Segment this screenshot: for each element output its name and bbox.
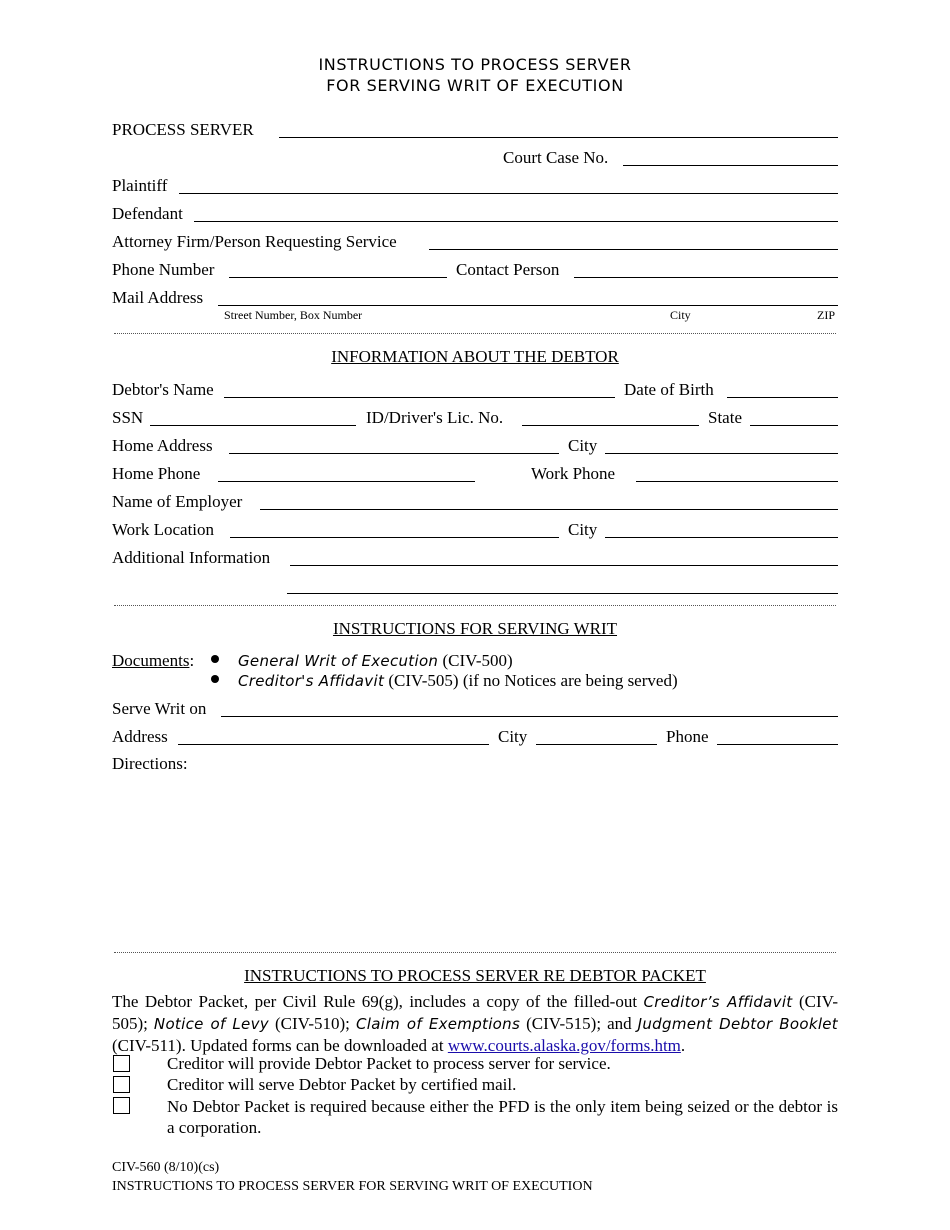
documents-colon: : [189, 651, 195, 670]
work-location-field[interactable] [230, 537, 559, 538]
work-location-label: Work Location [112, 520, 215, 539]
packet-text: (CIV-515); and [520, 1014, 638, 1033]
work-phone-label: Work Phone [531, 464, 616, 483]
packet-text: (CIV-505); [112, 992, 838, 1033]
attorney-field[interactable] [429, 249, 838, 250]
directions-label: Directions: [112, 754, 188, 773]
packet-paragraph [112, 991, 838, 1054]
directions-area[interactable] [112, 776, 838, 942]
claim-of-exemptions-title: Claim of Exemptions [355, 1015, 521, 1033]
plaintiff-field[interactable] [179, 193, 838, 194]
serve-writ-on-label: Serve Writ on [112, 699, 207, 718]
debtor-name-field[interactable] [224, 397, 615, 398]
documents-label-wrap [112, 652, 194, 669]
forms-link[interactable]: www.courts.alaska.gov/forms.htm [447, 1036, 681, 1055]
section-divider [114, 605, 836, 606]
employer-field[interactable] [260, 509, 838, 510]
home-address-label: Home Address [112, 436, 213, 455]
work-phone-field[interactable] [636, 481, 838, 482]
doc2-code: (CIV-505) (if no Notices are being served) [384, 671, 678, 690]
serve-address-label: Address [112, 727, 168, 746]
id-lic-label: ID/Driver's Lic. No. [366, 408, 504, 427]
serve-address-field[interactable] [178, 744, 489, 745]
serve-writ-on-field[interactable] [221, 716, 838, 717]
form-title-line1: INSTRUCTIONS TO PROCESS SERVER [318, 55, 632, 74]
id-lic-field[interactable] [522, 425, 699, 426]
additional-info-field[interactable] [290, 565, 838, 566]
packet-text: (CIV-511). Updated forms can be downloaded at [112, 1036, 448, 1055]
form-title-line2: FOR SERVING WRIT OF EXECUTION [326, 76, 624, 95]
debtor-name-label: Debtor's Name [112, 380, 214, 399]
packet-text: The Debtor Packet, per Civil Rule 69(g), includes a copy of the filled-out [112, 992, 644, 1011]
mail-address-label: Mail Address [112, 288, 204, 307]
additional-info-field-2[interactable] [287, 593, 838, 594]
additional-info-label: Additional Information [112, 548, 271, 567]
defendant-field[interactable] [194, 221, 838, 222]
notice-of-levy-title: Notice of Levy [153, 1015, 269, 1033]
employer-label: Name of Employer [112, 492, 243, 511]
contact-person-label: Contact Person [456, 260, 560, 279]
form-code: CIV-560 (8/10)(cs) [112, 1160, 220, 1175]
contact-person-field[interactable] [574, 277, 838, 278]
court-case-no-field[interactable] [623, 165, 838, 166]
dob-label: Date of Birth [624, 380, 714, 399]
provide-packet-checkbox[interactable] [113, 1055, 130, 1072]
section-divider [114, 333, 836, 334]
doc2-title: Creditor's Affidavit [238, 672, 385, 690]
certified-mail-checkbox[interactable] [113, 1076, 130, 1093]
phone-number-field[interactable] [229, 277, 447, 278]
creditor-affidavit-title: Creditor’s Affidavit [643, 993, 793, 1011]
mail-address-field[interactable] [218, 305, 838, 306]
writ-section-heading: INSTRUCTIONS FOR SERVING WRIT [332, 619, 618, 638]
section-divider [114, 952, 836, 953]
doc1-code: (CIV-500) [438, 651, 513, 670]
bullet-icon [211, 655, 219, 663]
dob-field[interactable] [727, 397, 838, 398]
zip-sublabel: ZIP [817, 308, 835, 322]
process-server-field[interactable] [279, 137, 838, 138]
doc1-title: General Writ of Execution [238, 652, 439, 670]
debtor-section-heading: INFORMATION ABOUT THE DEBTOR [331, 347, 619, 366]
serve-phone-label: Phone [666, 727, 709, 746]
process-server-label: PROCESS SERVER [112, 120, 254, 139]
footer-title: INSTRUCTIONS TO PROCESS SERVER FOR SERVING WRIT OF EXECUTION [112, 1179, 593, 1194]
plaintiff-label: Plaintiff [112, 176, 168, 195]
packet-text: (CIV-510); [268, 1014, 356, 1033]
packet-text: . [680, 1036, 686, 1055]
option-certified-mail: Creditor will serve Debtor Packet by certified mail. [167, 1075, 517, 1094]
home-phone-label: Home Phone [112, 464, 201, 483]
judgment-debtor-booklet-title: Judgment Debtor Booklet [637, 1015, 838, 1033]
home-city-label: City [568, 436, 598, 455]
home-phone-field[interactable] [218, 481, 475, 482]
ssn-field[interactable] [150, 425, 356, 426]
option-no-packet: No Debtor Packet is required because either the PFD is the only item being seized or the debtor is a corporation. [167, 1097, 838, 1137]
documents-label: Documents [112, 651, 190, 670]
phone-number-label: Phone Number [112, 260, 215, 279]
home-city-field[interactable] [605, 453, 838, 454]
option-provide-packet: Creditor will provide Debtor Packet to process server for service. [167, 1054, 611, 1073]
state-label: State [708, 408, 742, 427]
bullet-icon [211, 675, 219, 683]
serve-city-label: City [498, 727, 528, 746]
serve-phone-field[interactable] [717, 744, 838, 745]
work-city-field[interactable] [605, 537, 838, 538]
court-case-no-label: Court Case No. [503, 148, 609, 167]
doc-item-2 [238, 672, 678, 689]
home-address-field[interactable] [229, 453, 559, 454]
state-field[interactable] [750, 425, 838, 426]
street-sublabel: Street Number, Box Number [224, 308, 363, 322]
doc-item-1 [238, 652, 513, 669]
no-packet-checkbox[interactable] [113, 1097, 130, 1114]
serve-city-field[interactable] [536, 744, 657, 745]
attorney-label: Attorney Firm/Person Requesting Service [112, 232, 397, 251]
work-city-label: City [568, 520, 598, 539]
ssn-label: SSN [112, 408, 144, 427]
defendant-label: Defendant [112, 204, 183, 223]
packet-section-heading: INSTRUCTIONS TO PROCESS SERVER RE DEBTOR PACKET [244, 966, 706, 985]
city-sublabel: City [670, 308, 691, 322]
